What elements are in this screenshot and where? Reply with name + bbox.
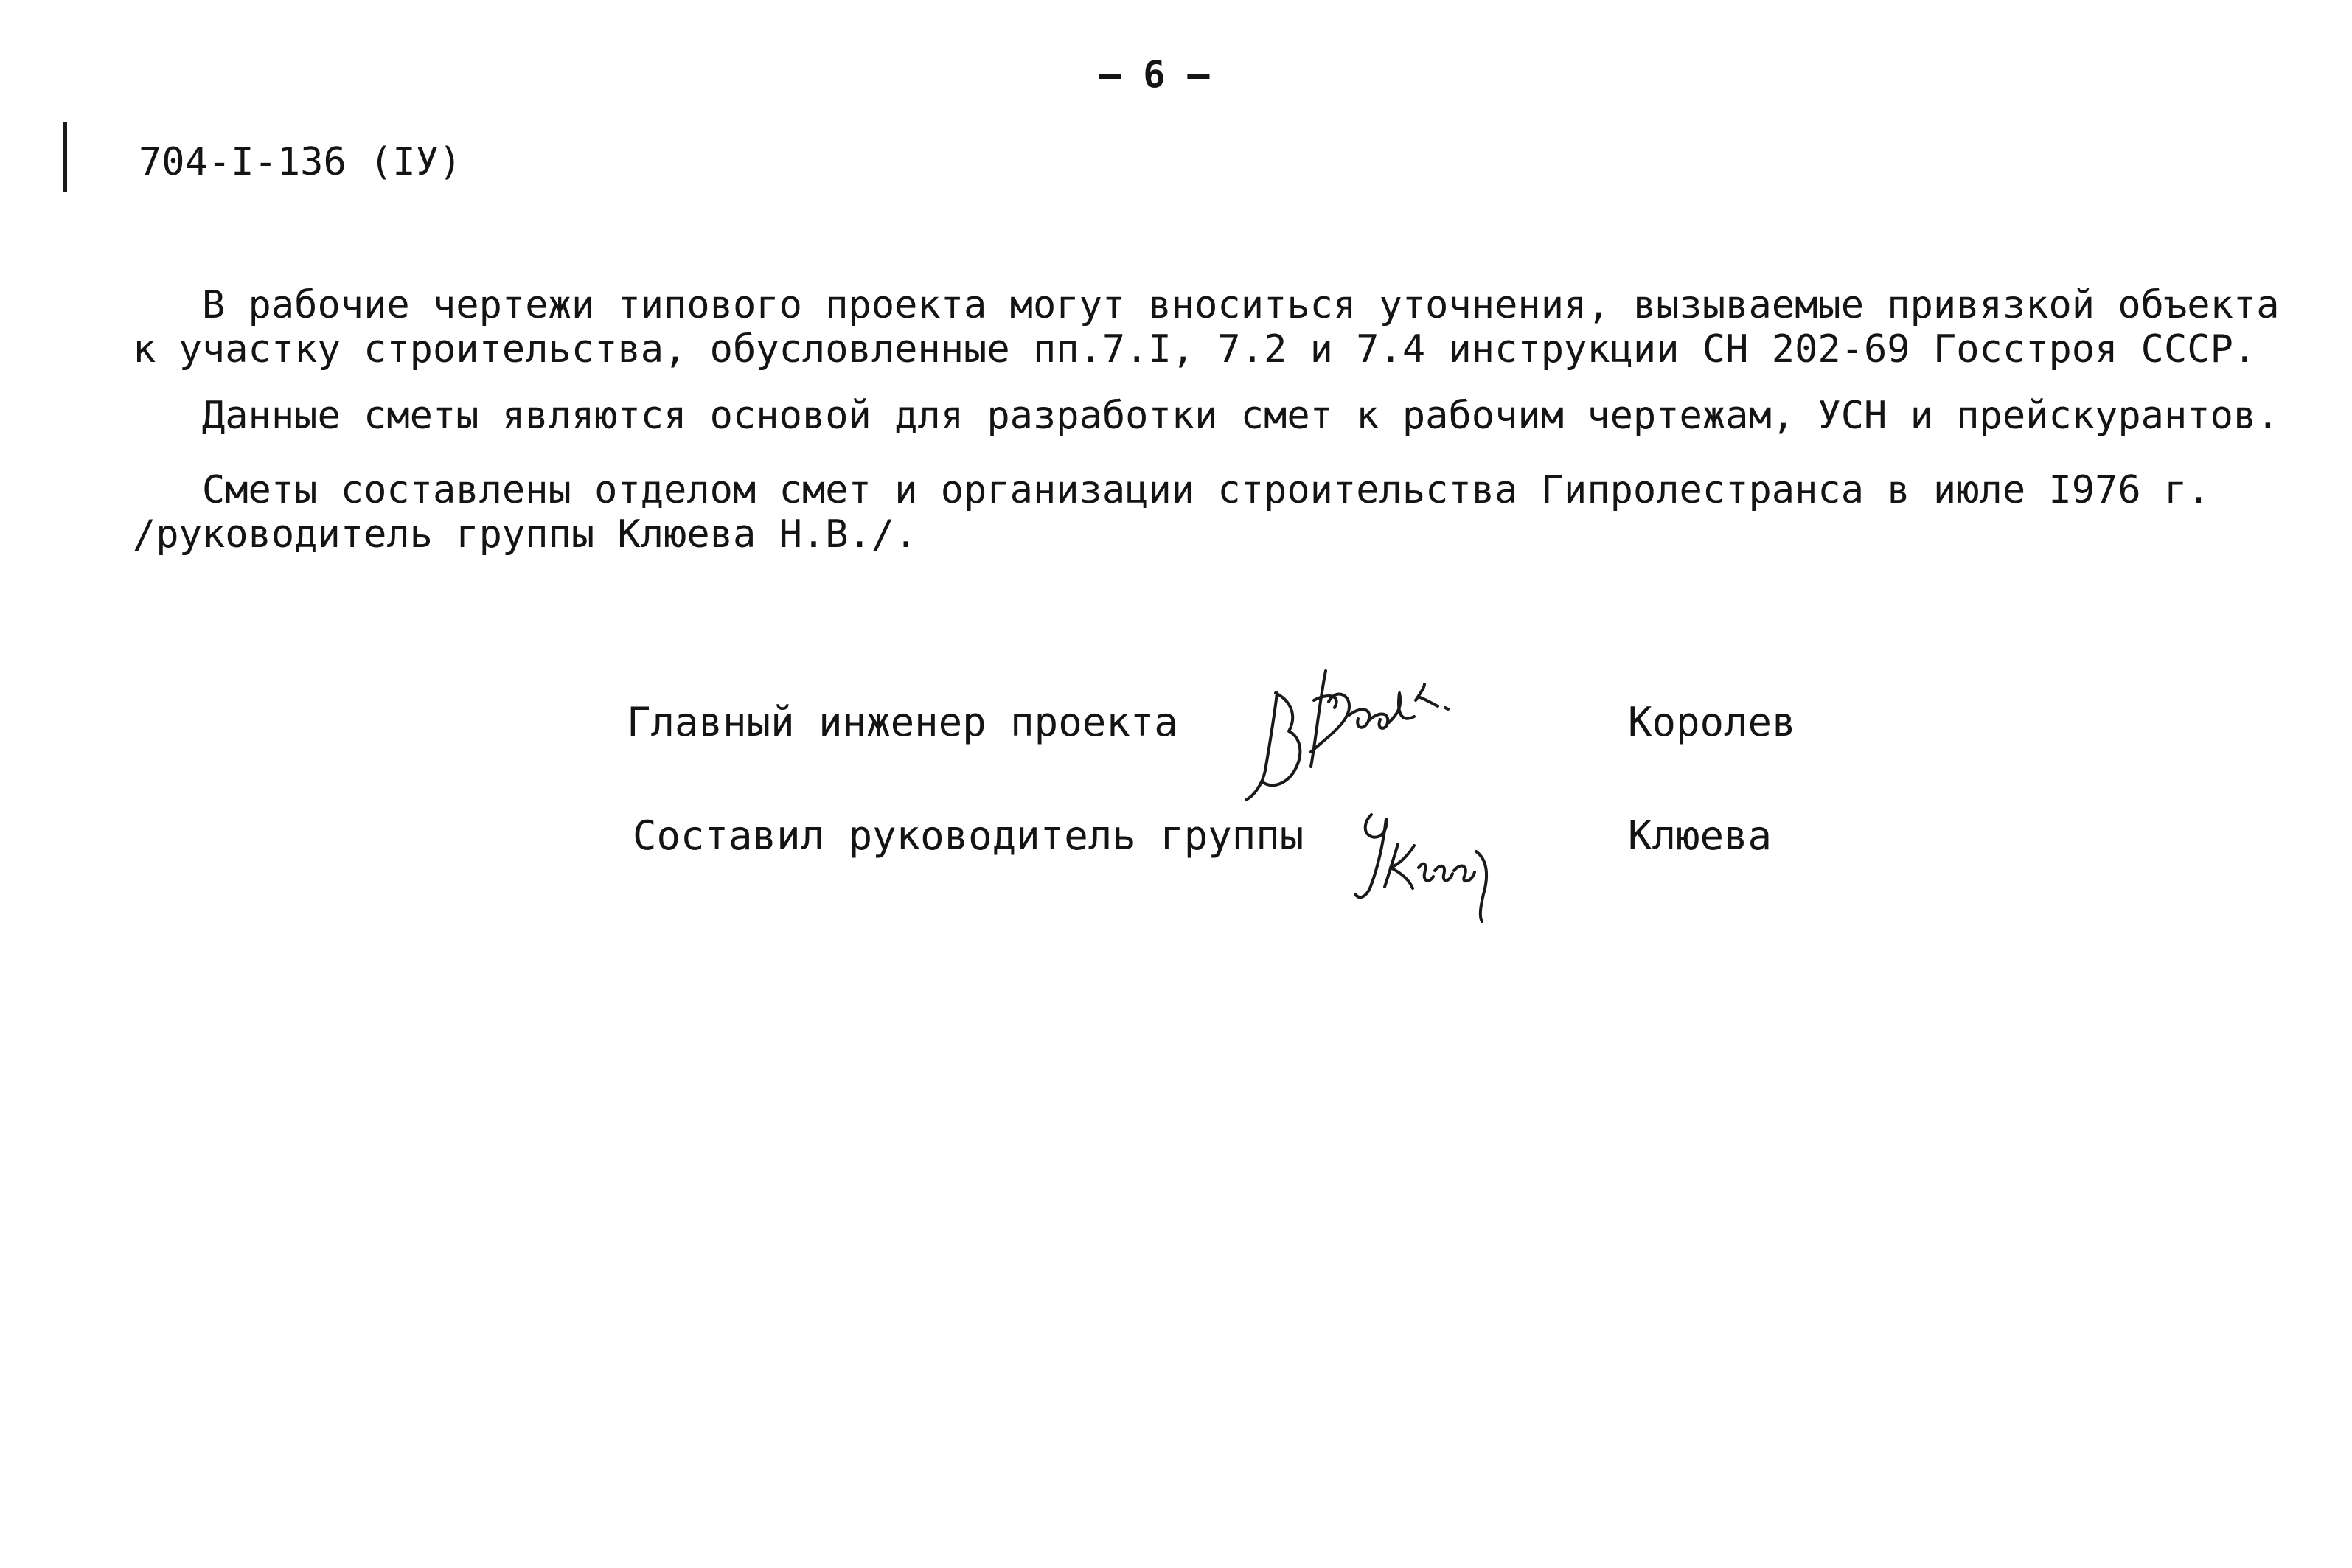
paragraph-line: В рабочие чертежи типового проекта могут вноситься уточнения, вызываемые привязкой объекта [133, 283, 2280, 327]
paragraph-line: Сметы составлены отделом смет и организации строительства Гипролестранса в июле I976 г. [133, 468, 2210, 512]
document-code: 704-I-136 (IУ) [139, 140, 462, 184]
paragraph-line: Данные сметы являются основой для разработки смет к рабочим чертежам, УСН и прейскурантов. [133, 394, 2280, 438]
paragraph-clarifications [133, 283, 2308, 372]
handwritten-signature-chief-engineer [1231, 649, 1504, 818]
signature-label-group-leader: Составил руководитель группы [633, 812, 1304, 859]
paragraph-estimates-basis [133, 394, 2308, 438]
signature-label-chief-engineer: Главный инженер проекта [627, 699, 1178, 745]
signature-name-group-leader: Клюева [1628, 812, 1772, 859]
margin-rule [63, 122, 67, 192]
paragraph-compiled-by [133, 468, 2308, 557]
signature-name-chief-engineer: Королев [1628, 699, 1796, 745]
handwritten-signature-group-leader [1342, 800, 1519, 925]
paragraph-line: /руководитель группы Клюева Н.В./. [133, 512, 918, 557]
paragraph-line: к участку строительства, обусловленные пп.7.I, 7.2 и 7.4 инструкции СН 202-69 Госстроя СССР. [133, 327, 2257, 372]
page-number: — 6 — [1099, 53, 1210, 96]
